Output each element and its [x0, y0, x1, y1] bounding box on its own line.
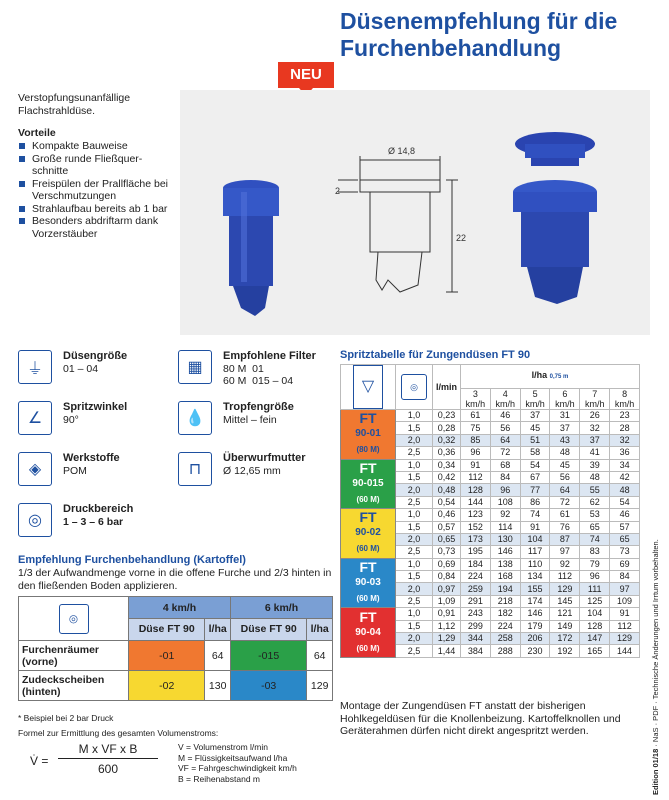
- spray-table-body: [341, 410, 640, 658]
- table-cell: 42: [610, 471, 640, 483]
- table-cell: 384: [461, 645, 491, 657]
- table-cell: 134: [520, 571, 550, 583]
- table-cell: 92: [490, 509, 520, 521]
- recommendation-text: 1/3 der Aufwandmenge vorne in die offene Furche und 2/3 hinten in den fließenden Boden applizieren.: [18, 567, 332, 592]
- table-cell: 1,5: [396, 571, 433, 583]
- table-cell: 91: [610, 608, 640, 620]
- nozzle-mesh: (60 M): [356, 544, 380, 554]
- value-cell: 64: [205, 641, 231, 671]
- table-cell: 39: [580, 459, 610, 471]
- nozzle-name: FT: [359, 558, 377, 575]
- table-cell: 48: [610, 484, 640, 496]
- table-cell: 56: [550, 471, 580, 483]
- pressure-gauge-icon: ◎: [18, 503, 52, 537]
- edition-sidebar: [651, 539, 660, 795]
- table-cell: 36: [610, 447, 640, 459]
- table-cell: 62: [580, 496, 610, 508]
- table-cell: 31: [550, 410, 580, 422]
- table-cell: 61: [461, 410, 491, 422]
- filter-icon: ▦: [178, 350, 212, 384]
- table-cell: 61: [550, 509, 580, 521]
- speed-unit: km/h: [495, 399, 515, 409]
- table-cell: 34: [610, 459, 640, 471]
- feature-title: Druckbereich: [63, 503, 134, 515]
- table-cell: 165: [580, 645, 610, 657]
- feature-title: Empfohlene Filter: [223, 350, 316, 362]
- table-cell: 108: [490, 496, 520, 508]
- speed-unit: km/h: [465, 399, 486, 409]
- table-cell: 0,91: [433, 608, 461, 620]
- table-cell: 76: [550, 521, 580, 533]
- table-cell: 28: [610, 422, 640, 434]
- gauge-header-cell: [396, 365, 433, 410]
- table-cell: 1,29: [433, 633, 461, 645]
- feature-value: Ø 12,65 mm: [223, 465, 281, 477]
- table-cell: 114: [490, 521, 520, 533]
- nozzle-cell: -015: [230, 641, 306, 671]
- table-cell: 1,0: [396, 459, 433, 471]
- table-cell: 117: [520, 546, 550, 558]
- new-badge: NEU: [278, 62, 334, 88]
- formula-numerator: M x VF x B: [78, 742, 138, 756]
- table-cell: 218: [490, 595, 520, 607]
- table-cell: 72: [550, 496, 580, 508]
- table-cell: 128: [580, 620, 610, 632]
- table-cell: 125: [580, 595, 610, 607]
- formula-line: [58, 758, 158, 759]
- table-cell: 195: [461, 546, 491, 558]
- table-cell: 0,34: [433, 459, 461, 471]
- advantage-item: Freispülen der Prallfläche bei Verschmutzungen: [18, 178, 178, 203]
- table-cell: 184: [461, 558, 491, 570]
- table-cell: 0,54: [433, 496, 461, 508]
- feature-value: 1 – 3 – 6 bar: [63, 516, 124, 528]
- row-label: Zudeckscheiben (hinten): [19, 671, 129, 701]
- table-cell: 96: [580, 571, 610, 583]
- table-cell: 37: [520, 410, 550, 422]
- speed-col-header: [461, 389, 491, 410]
- table-cell: 129: [550, 583, 580, 595]
- advantage-item: Kompakte Bauweise: [18, 140, 178, 153]
- table-cell: 146: [520, 608, 550, 620]
- feature-title: Düsengröße: [63, 350, 128, 362]
- table-cell: 1,5: [396, 620, 433, 632]
- table-cell: 299: [461, 620, 491, 632]
- table-cell: 2,5: [396, 546, 433, 558]
- table-cell: 1,0: [396, 608, 433, 620]
- flat-spray-icon: ▽: [353, 365, 383, 409]
- table-cell: 74: [520, 509, 550, 521]
- speed-col-header: [520, 389, 550, 410]
- speed-col-header: [580, 389, 610, 410]
- speed-col-header: [610, 389, 640, 410]
- table-cell: 97: [610, 583, 640, 595]
- table-cell: 79: [580, 558, 610, 570]
- table-cell: 53: [580, 509, 610, 521]
- table-cell: 0,97: [433, 583, 461, 595]
- advantage-item: Große runde Fließquer- schnitte: [18, 153, 178, 178]
- table-cell: 112: [610, 620, 640, 632]
- nozzle-model: 90-01: [355, 428, 381, 440]
- nozzle-parts-image: [505, 122, 605, 312]
- table-cell: 68: [490, 459, 520, 471]
- spray-angle-icon: ∠: [18, 401, 52, 435]
- table-cell: 224: [461, 571, 491, 583]
- spray-table-title: Spritztabelle für Zungendüsen FT 90: [340, 349, 531, 361]
- speed-value: 5: [532, 389, 538, 399]
- table-cell: 45: [550, 459, 580, 471]
- table-cell: 2,0: [396, 484, 433, 496]
- table-cell: 144: [610, 645, 640, 657]
- table-cell: 83: [580, 546, 610, 558]
- nozzle-front-image: [220, 178, 282, 318]
- cap-nut-icon: ⊓: [178, 452, 212, 486]
- col-lha: l/ha: [307, 619, 333, 641]
- recommendation-table: [18, 596, 333, 701]
- table-cell: 64: [490, 434, 520, 446]
- table-cell: 46: [610, 509, 640, 521]
- table-cell: 86: [520, 496, 550, 508]
- table-cell: 155: [520, 583, 550, 595]
- table-cell: 37: [580, 434, 610, 446]
- table-cell: 1,0: [396, 558, 433, 570]
- lha-header-cell: [461, 365, 640, 389]
- table-cell: 259: [461, 583, 491, 595]
- nozzle-drawing: [330, 130, 470, 310]
- table-row: [341, 558, 640, 570]
- feature-value: 01 – 04: [63, 363, 99, 375]
- table-cell: 75: [461, 422, 491, 434]
- mounting-text: Montage der Zungendüsen FT anstatt der bisherigen Hohlkegeldüsen für die Knollenbeizung. Kartoffelknollen und Geräterahmen dürfen nicht direkt angespritzt werden.: [340, 700, 621, 737]
- table-cell: 32: [580, 422, 610, 434]
- speed-value: 6: [562, 389, 568, 399]
- row-spacing-label: 0,75 m: [549, 374, 569, 380]
- speed-value: 8: [622, 389, 628, 399]
- feature-title: Spritzwinkel: [63, 401, 128, 413]
- page-title: Düsenempfehlung für die Furchenbehandlung: [340, 8, 618, 61]
- table-cell: 43: [550, 434, 580, 446]
- table-cell: 121: [550, 608, 580, 620]
- height-label: 22: [456, 233, 467, 243]
- table-cell: 56: [490, 422, 520, 434]
- nozzle-size-icon: ⏚: [18, 350, 52, 384]
- table-cell: 109: [610, 595, 640, 607]
- table-cell: 104: [580, 608, 610, 620]
- table-cell: 0,23: [433, 410, 461, 422]
- nozzle-mesh: (60 M): [356, 593, 380, 603]
- table-cell: 37: [550, 422, 580, 434]
- table-cell: 1,09: [433, 595, 461, 607]
- edition-label: Edition 01/18: [651, 748, 660, 795]
- table-cell: 1,12: [433, 620, 461, 632]
- formula-title: Formel zur Ermittlung des gesamten Volumenstroms:: [18, 728, 219, 738]
- table-cell: 147: [580, 633, 610, 645]
- col-lmin: l/min: [433, 365, 461, 410]
- speed-value: 3: [472, 389, 478, 399]
- nozzle-model: 90-015: [352, 477, 384, 489]
- spray-table: [340, 364, 640, 658]
- nozzle-model: 90-02: [355, 527, 381, 539]
- table-cell: 2,5: [396, 447, 433, 459]
- speed-unit: km/h: [555, 399, 575, 409]
- table-cell: 0,73: [433, 546, 461, 558]
- table-row: [341, 509, 640, 521]
- advantage-item: Besonders abdriftarm dank Vorzerstäuber: [18, 215, 178, 240]
- disclaimer-text: · NaS · PDF · Technische Änderungen und Irrtum vorbehalten.: [651, 539, 660, 749]
- table-cell: 2,5: [396, 645, 433, 657]
- pressure-gauge-icon: ◎: [59, 604, 89, 634]
- nozzle-model-cell: [341, 509, 396, 559]
- table-cell: 179: [520, 620, 550, 632]
- table-cell: 172: [550, 633, 580, 645]
- table-cell: 65: [580, 521, 610, 533]
- table-cell: 111: [580, 583, 610, 595]
- table-cell: 46: [490, 410, 520, 422]
- advantages-list: [18, 140, 178, 240]
- col-lha: l/ha: [531, 370, 548, 380]
- table-cell: 54: [520, 459, 550, 471]
- droplet-icon: 💧: [178, 401, 212, 435]
- speed-col-header: [490, 389, 520, 410]
- table-cell: 97: [550, 546, 580, 558]
- table-cell: 2,0: [396, 533, 433, 545]
- nozzle-name: FT: [359, 459, 377, 476]
- speed-value: 4: [502, 389, 508, 399]
- recommendation-title: Empfehlung Furchenbehandlung (Kartoffel): [18, 554, 246, 566]
- table-cell: 45: [520, 422, 550, 434]
- table-cell: 2,0: [396, 583, 433, 595]
- nozzle-header-cell: [341, 365, 396, 410]
- table-cell: 0,69: [433, 558, 461, 570]
- table-cell: 2,5: [396, 496, 433, 508]
- nozzle-mesh: (60 M): [356, 643, 380, 653]
- nozzle-model-cell: [341, 459, 396, 509]
- speed-unit: km/h: [614, 399, 635, 409]
- table-cell: 48: [550, 447, 580, 459]
- nozzle-cell: -03: [230, 671, 306, 701]
- col-nozzle: Düse FT 90: [129, 619, 205, 641]
- intro-text: Verstopfungsunanfällige Flachstrahldüse.: [18, 92, 131, 117]
- legend-item: B = Reihenabstand m: [178, 773, 260, 784]
- table-cell: 288: [490, 645, 520, 657]
- speed-header: 4 km/h: [129, 597, 231, 619]
- table-cell: 67: [520, 471, 550, 483]
- table-cell: 258: [490, 633, 520, 645]
- table-cell: 138: [490, 558, 520, 570]
- nozzle-name: FT: [359, 608, 377, 625]
- table-cell: 0,65: [433, 533, 461, 545]
- formula-denominator: 600: [97, 762, 119, 776]
- formula-lhs: V̇ =: [30, 754, 49, 768]
- col-nozzle: Düse FT 90: [230, 619, 306, 641]
- value-cell: 129: [307, 671, 333, 701]
- nozzle-model-cell: [341, 608, 396, 658]
- value-cell: 64: [307, 641, 333, 671]
- table-cell: 149: [550, 620, 580, 632]
- table-cell: 2,5: [396, 595, 433, 607]
- feature-value: POM: [63, 465, 87, 477]
- nozzle-model-cell: [341, 558, 396, 608]
- nozzle-cell: -02: [129, 671, 205, 701]
- table-cell: 23: [610, 410, 640, 422]
- feature-title: Tropfengröße: [223, 401, 294, 413]
- table-cell: 72: [490, 447, 520, 459]
- table-cell: 112: [550, 571, 580, 583]
- feature-value: 80 M 01 60 M 015 – 04: [223, 363, 294, 387]
- table-cell: 1,0: [396, 509, 433, 521]
- table-cell: 74: [580, 533, 610, 545]
- table-cell: 84: [490, 471, 520, 483]
- table-cell: 192: [550, 645, 580, 657]
- table-cell: 92: [550, 558, 580, 570]
- col-lha: l/ha: [205, 619, 231, 641]
- table-cell: 41: [580, 447, 610, 459]
- gauge-cell: [19, 597, 129, 641]
- nozzle-model-cell: [341, 410, 396, 460]
- table-cell: 32: [610, 434, 640, 446]
- pressure-gauge-icon: ◎: [401, 374, 427, 400]
- table-cell: 1,44: [433, 645, 461, 657]
- table-cell: 194: [490, 583, 520, 595]
- table-cell: 85: [461, 434, 491, 446]
- table-cell: 112: [461, 471, 491, 483]
- nozzle-mesh: (60 M): [356, 494, 380, 504]
- footnote: * Beispiel bei 2 bar Druck: [18, 713, 114, 723]
- advantages-title: Vorteile: [18, 127, 56, 139]
- top-height-label: 2: [335, 186, 341, 196]
- table-cell: 2,0: [396, 633, 433, 645]
- table-cell: 65: [610, 533, 640, 545]
- feature-title: Werkstoffe: [63, 452, 120, 464]
- diameter-label: Ø 14,8: [388, 146, 416, 156]
- table-cell: 48: [580, 471, 610, 483]
- table-row: [341, 410, 640, 422]
- table-cell: 130: [490, 533, 520, 545]
- table-cell: 128: [461, 484, 491, 496]
- table-cell: 152: [461, 521, 491, 533]
- table-cell: 73: [610, 546, 640, 558]
- table-cell: 0,42: [433, 471, 461, 483]
- table-cell: 1,0: [396, 410, 433, 422]
- feature-value: 90°: [63, 414, 79, 426]
- feature-value: Mittel – fein: [223, 414, 277, 426]
- speed-unit: km/h: [525, 399, 545, 409]
- table-cell: 0,84: [433, 571, 461, 583]
- advantage-item: Strahlaufbau bereits ab 1 bar: [18, 203, 178, 216]
- table-cell: 54: [610, 496, 640, 508]
- table-cell: 168: [490, 571, 520, 583]
- speed-header: 6 km/h: [230, 597, 332, 619]
- table-cell: 91: [461, 459, 491, 471]
- table-cell: 145: [550, 595, 580, 607]
- table-cell: 173: [461, 533, 491, 545]
- nozzle-model: 90-04: [355, 626, 381, 638]
- table-row: [341, 608, 640, 620]
- table-cell: 174: [520, 595, 550, 607]
- table-cell: 77: [520, 484, 550, 496]
- table-cell: 57: [610, 521, 640, 533]
- table-cell: 129: [610, 633, 640, 645]
- table-cell: 146: [490, 546, 520, 558]
- table-cell: 0,48: [433, 484, 461, 496]
- formula: [18, 740, 178, 790]
- material-icon: ◈: [18, 452, 52, 486]
- feature-title: Überwurfmutter: [223, 452, 306, 464]
- table-cell: 2,0: [396, 434, 433, 446]
- table-cell: 1,5: [396, 422, 433, 434]
- table-cell: 87: [550, 533, 580, 545]
- table-cell: 64: [550, 484, 580, 496]
- table-cell: 1,5: [396, 471, 433, 483]
- legend-item: M = Flüssigkeitsaufwand l/ha: [178, 752, 288, 763]
- speed-unit: km/h: [584, 399, 605, 409]
- table-cell: 96: [490, 484, 520, 496]
- table-cell: 0,28: [433, 422, 461, 434]
- table-cell: 0,57: [433, 521, 461, 533]
- table-cell: 51: [520, 434, 550, 446]
- table-cell: 55: [580, 484, 610, 496]
- table-cell: 96: [461, 447, 491, 459]
- table-cell: 104: [520, 533, 550, 545]
- table-cell: 144: [461, 496, 491, 508]
- nozzle-name: FT: [359, 410, 377, 427]
- table-cell: 84: [610, 571, 640, 583]
- nozzle-cell: -01: [129, 641, 205, 671]
- table-cell: 123: [461, 509, 491, 521]
- table-cell: 230: [520, 645, 550, 657]
- table-cell: 58: [520, 447, 550, 459]
- value-cell: 130: [205, 671, 231, 701]
- table-cell: 110: [520, 558, 550, 570]
- table-cell: 0,36: [433, 447, 461, 459]
- formula-legend: [178, 742, 297, 784]
- nozzle-model: 90-03: [355, 576, 381, 588]
- table-cell: 291: [461, 595, 491, 607]
- product-image: [180, 90, 650, 335]
- table-cell: 243: [461, 608, 491, 620]
- table-cell: 91: [520, 521, 550, 533]
- table-cell: 1,5: [396, 521, 433, 533]
- table-cell: 206: [520, 633, 550, 645]
- table-cell: 0,46: [433, 509, 461, 521]
- table-cell: 69: [610, 558, 640, 570]
- nozzle-mesh: (80 M): [356, 445, 380, 455]
- legend-item: V = Volumenstrom l/min: [178, 742, 268, 752]
- table-cell: 224: [490, 620, 520, 632]
- speed-col-header: [550, 389, 580, 410]
- table-cell: 182: [490, 608, 520, 620]
- speed-value: 7: [592, 389, 598, 399]
- row-label: Furchenräumer (vorne): [19, 641, 129, 671]
- table-row: [341, 459, 640, 471]
- table-cell: 344: [461, 633, 491, 645]
- nozzle-name: FT: [359, 509, 377, 526]
- table-cell: 0,32: [433, 434, 461, 446]
- table-cell: 26: [580, 410, 610, 422]
- legend-item: VF = Fahrgeschwindigkeit km/h: [178, 763, 297, 773]
